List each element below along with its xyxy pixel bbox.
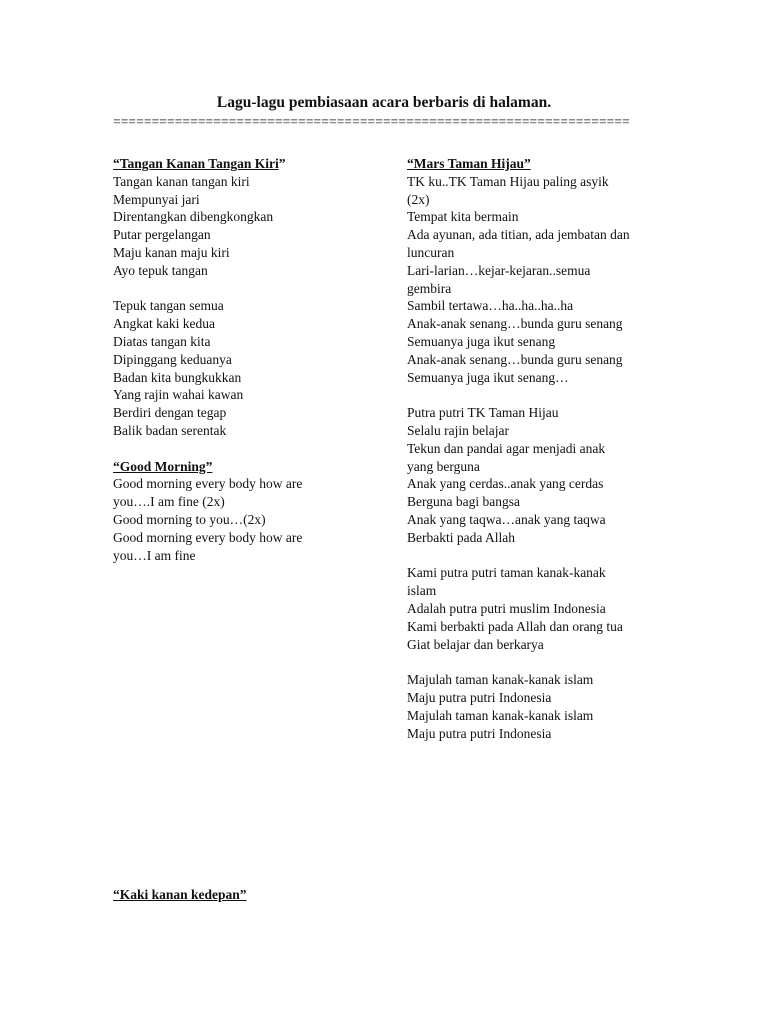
lyric-line: Good morning to you…(2x) (113, 511, 266, 527)
lyric-line: Maju putra putri Indonesia (407, 689, 552, 705)
lyric-line: Tekun dan pandai agar menjadi anak (407, 440, 606, 456)
lyric-line: Kami berbakti pada Allah dan orang tua (407, 618, 623, 634)
lyric-line: Majulah taman kanak-kanak islam (407, 707, 594, 723)
lyric-line: Semuanya juga ikut senang (407, 333, 556, 349)
lyric-line: Berguna bagi bangsa (407, 494, 520, 510)
lyric-line: Anak yang cerdas..anak yang cerdas (407, 476, 604, 492)
lyric-line: islam (407, 583, 437, 599)
song-title-text: “Good Morning” (113, 458, 213, 474)
page-title: Lagu-lagu pembiasaan acara berbaris di halaman. (216, 94, 552, 111)
lyric-line: Good morning every body how are (113, 529, 303, 545)
lyric-line: Giat belajar dan berkarya (407, 636, 544, 652)
lyric-line: Putar pergelangan (113, 227, 211, 243)
lyric-line: Badan kita bungkukkan (113, 369, 242, 385)
lyric-line: Ayo tepuk tangan (113, 262, 208, 278)
lyric-line: (2x) (407, 191, 430, 207)
right-column (407, 155, 669, 760)
lyric-line: Anak-anak senang…bunda guru senang (407, 316, 623, 332)
lyric-line: Kami putra putri taman kanak-kanak (407, 565, 606, 581)
lyric-line: TK ku..TK Taman Hijau paling asyik (407, 173, 609, 189)
lyric-line: Anak yang taqwa…anak yang taqwa (407, 511, 606, 527)
lyric-line: yang berguna (407, 458, 480, 474)
song-title-kaki-kanan-kedepan (113, 886, 247, 904)
lyric-line: luncuran (407, 244, 455, 260)
lyric-line: Direntangkan dibengkongkan (113, 209, 274, 225)
lyric-line: Putra putri TK Taman Hijau (407, 405, 559, 421)
lyric-line: gembira (407, 280, 452, 296)
lyric-line: Sambil tertawa…ha..ha..ha..ha (407, 298, 574, 314)
song-title-text: “Kaki kanan kedepan” (113, 887, 247, 902)
song-title-text: “Tangan Kanan Tangan Kiri (113, 156, 279, 171)
lyrics-stanza (407, 173, 669, 387)
song-title (113, 155, 363, 173)
song-title-text: “Mars Taman Hijau” (407, 156, 531, 171)
lyric-line: Lari-larian…kejar-kejaran..semua (407, 262, 591, 278)
lyrics-stanza (407, 564, 669, 653)
lyric-line: Diatas tangan kita (113, 333, 211, 349)
lyrics-stanza (407, 671, 669, 742)
lyric-line: Tempat kita bermain (407, 209, 519, 225)
lyric-line: Yang rajin wahai kawan (113, 387, 244, 403)
lyric-line: Dipinggang keduanya (113, 351, 232, 367)
left-column (113, 155, 363, 582)
lyric-line: Semuanya juga ikut senang… (407, 369, 569, 385)
lyrics-stanza (113, 475, 363, 564)
lyric-line: Majulah taman kanak-kanak islam (407, 672, 594, 688)
song-block (113, 458, 363, 565)
lyrics-stanza (407, 404, 669, 546)
lyric-line: you…I am fine (113, 547, 196, 563)
lyric-line: Good morning every body how are (113, 476, 303, 492)
lyric-line: Angkat kaki kedua (113, 316, 215, 332)
lyric-line: Ada ayunan, ada titian, ada jembatan dan (407, 227, 630, 243)
lyrics-stanza (113, 297, 363, 439)
lyric-line: Balik badan serentak (113, 422, 227, 438)
lyric-line: Berbakti pada Allah (407, 529, 515, 545)
song-title-quote: ” (278, 156, 286, 171)
lyric-line: Tangan kanan tangan kiri (113, 173, 250, 189)
title-separator: =================================================================== (113, 114, 630, 129)
song-title (113, 458, 363, 476)
lyric-line: Mempunyai jari (113, 191, 200, 207)
song-block (113, 155, 363, 440)
lyric-line: Maju kanan maju kiri (113, 244, 230, 260)
song-title (407, 155, 669, 173)
lyric-line: you….I am fine (2x) (113, 494, 225, 510)
lyrics-stanza (113, 173, 363, 280)
lyric-line: Adalah putra putri muslim Indonesia (407, 600, 606, 616)
lyric-line: Berdiri dengan tegap (113, 405, 227, 421)
lyric-line: Anak-anak senang…bunda guru senang (407, 351, 623, 367)
lyric-line: Selalu rajin belajar (407, 422, 509, 438)
lyric-line: Maju putra putri Indonesia (407, 725, 552, 741)
song-block (407, 155, 669, 742)
lyric-line: Tepuk tangan semua (113, 298, 224, 314)
